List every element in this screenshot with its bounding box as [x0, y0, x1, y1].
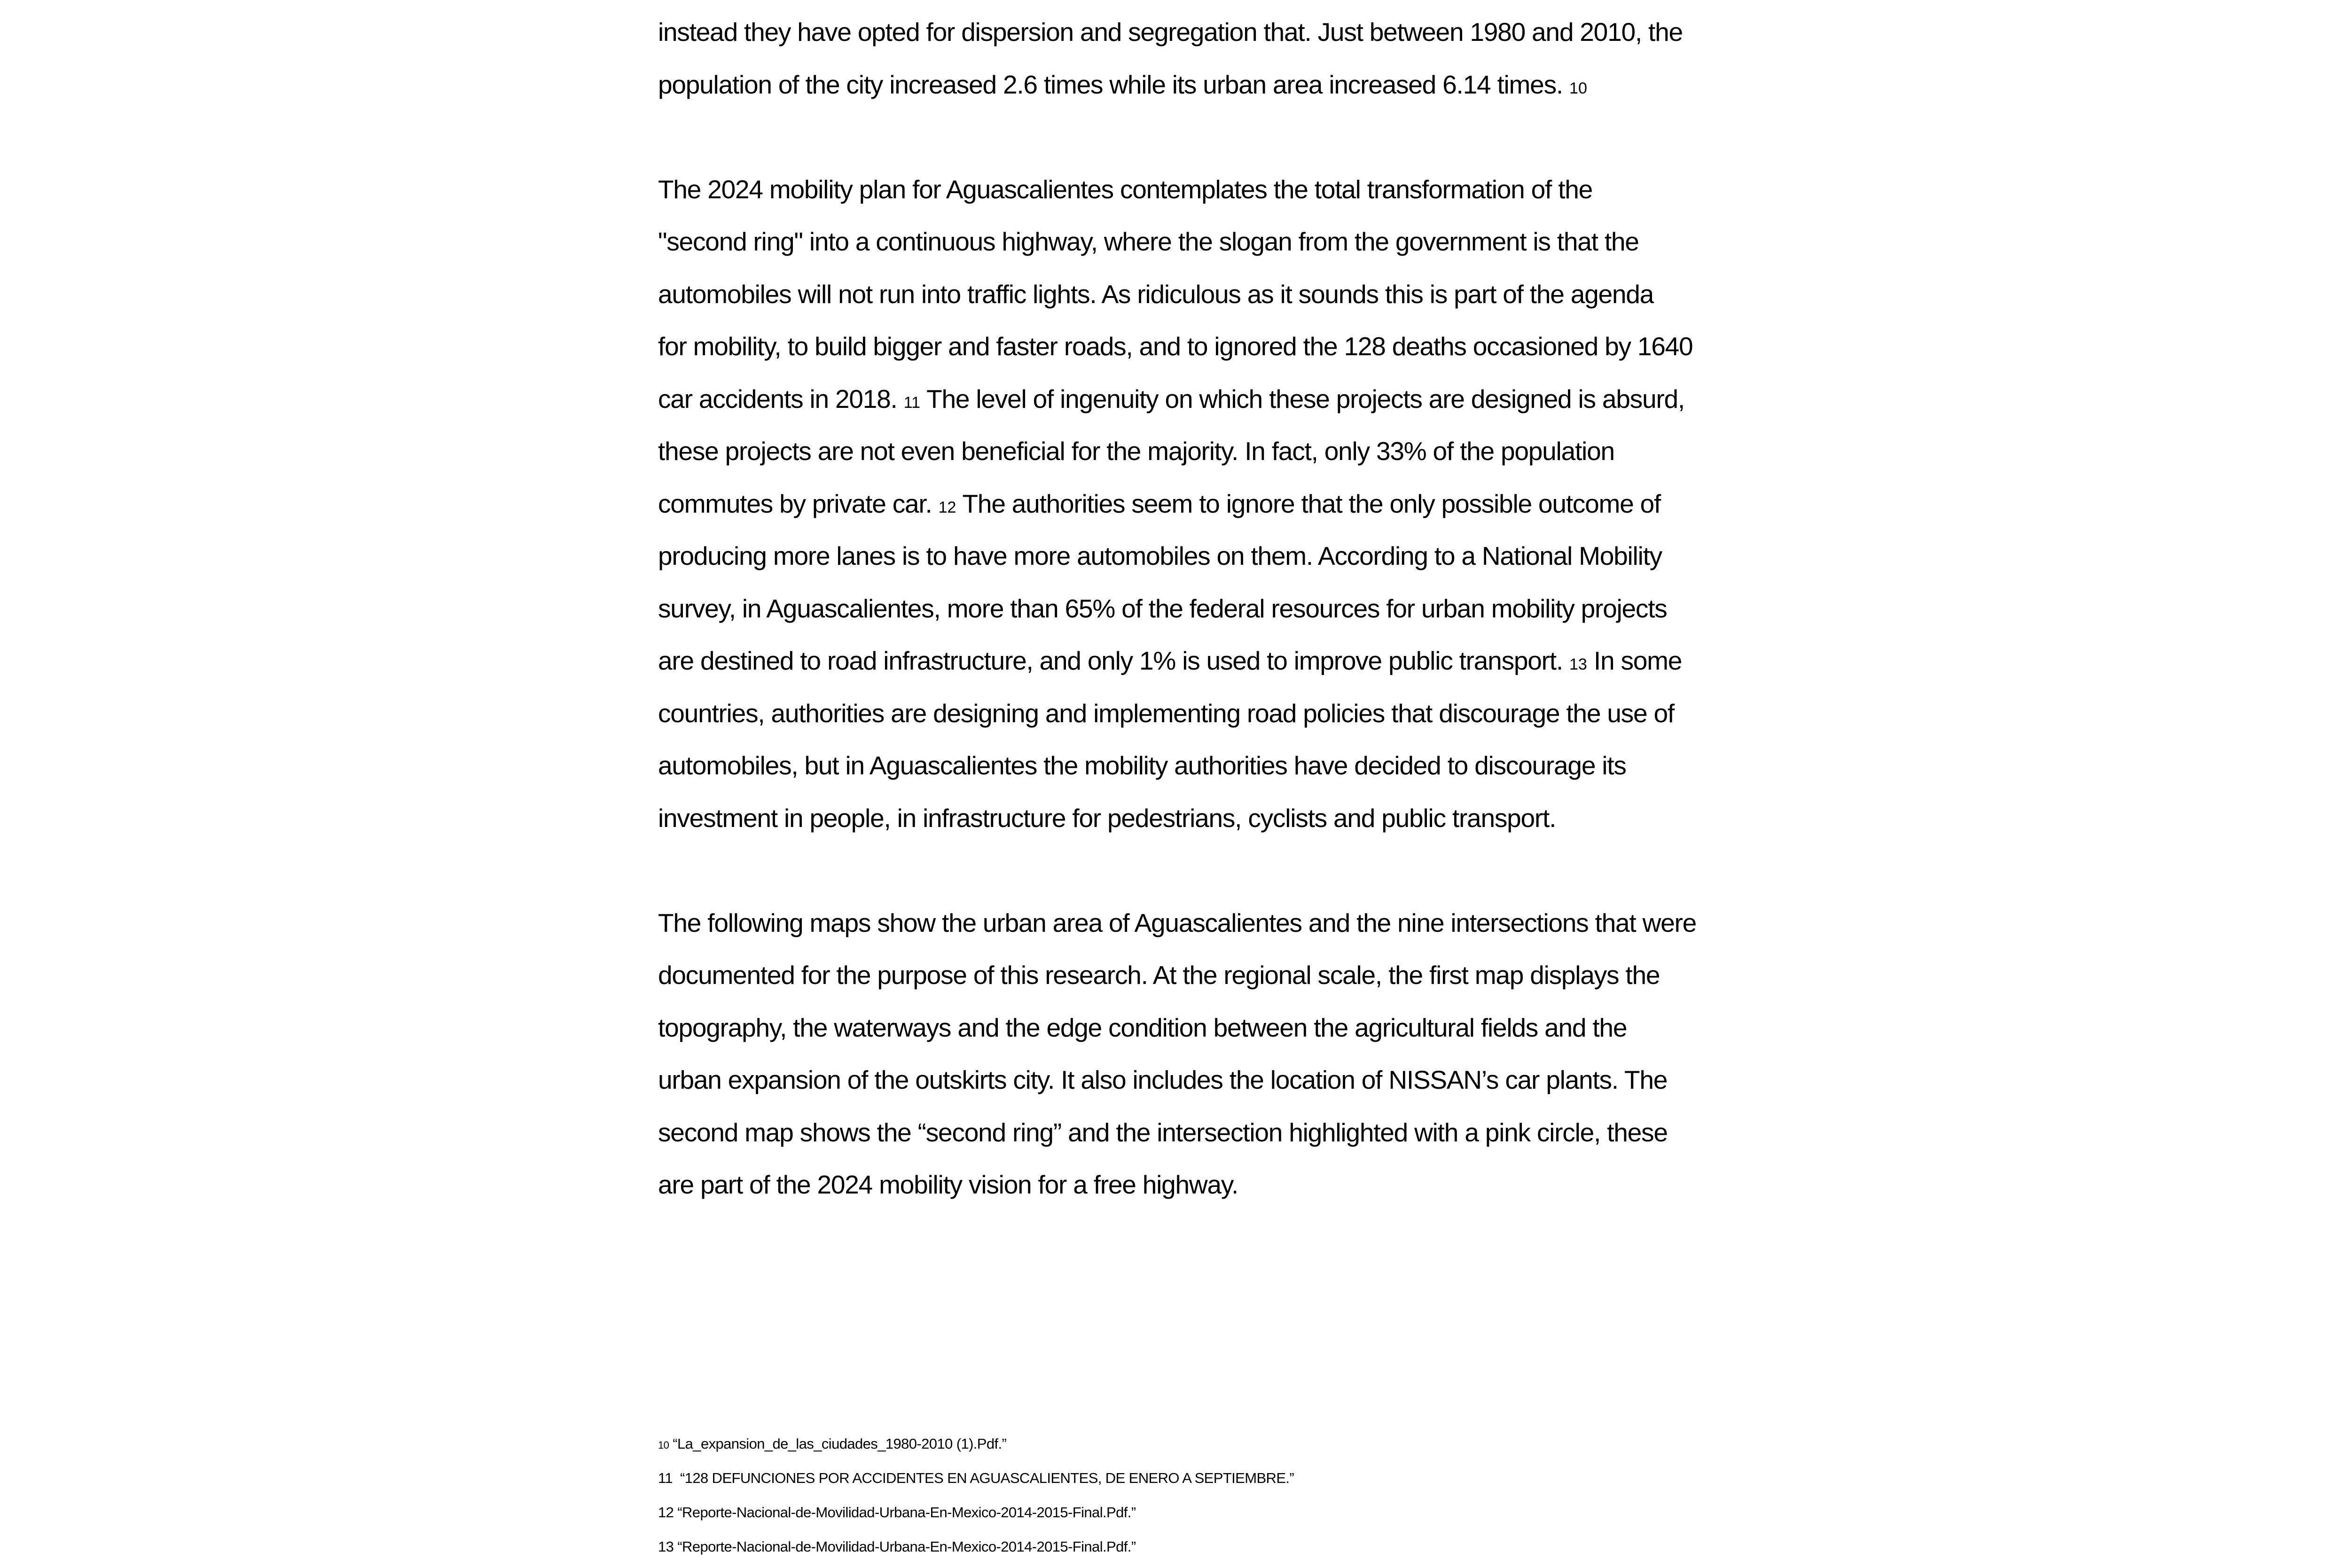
text-segment: survey, in Aguascalientes, more than 65% of the federal resources for urban mobility projects — [658, 593, 1667, 623]
text-segment: The following maps show the urban area of Aguascalientes and the nine intersections that were — [658, 908, 1696, 937]
text-segment: The 2024 mobility plan for Aguascalientes contemplates the total transformation of the — [658, 174, 1593, 204]
body-text — [658, 6, 1810, 1211]
text-segment: automobiles will not run into traffic lights. As ridiculous as it sounds this is part of the agenda — [658, 279, 1654, 309]
text-segment: investment in people, in infrastructure for pedestrians, cyclists and public transport. — [658, 803, 1556, 833]
paragraph-gap — [658, 111, 1810, 164]
text-segment: are part of the 2024 mobility vision for a free highway. — [658, 1170, 1238, 1199]
footnote-text: “128 DEFUNCIONES POR ACCIDENTES EN AGUASCALIENTES, DE ENERO A SEPTIEMBRE.” — [676, 1470, 1294, 1486]
text-line — [658, 792, 1810, 845]
text-segment: documented for the purpose of this research. At the regional scale, the first map displays the — [658, 960, 1660, 990]
text-segment: are destined to road infrastructure, and only 1% is used to improve public transport. — [658, 646, 1569, 675]
footnote — [658, 1499, 1294, 1534]
footnote-number: 11 — [658, 1470, 673, 1486]
footnote — [658, 1534, 1294, 1568]
text-segment: commutes by private car. — [658, 489, 939, 518]
text-segment: The level of ingenuity on which these projects are designed is absurd, — [920, 384, 1684, 413]
footnote-number: 13 — [658, 1538, 674, 1555]
text-line — [658, 530, 1810, 583]
text-segment: urban expansion of the outskirts city. It also includes the location of NISSAN’s car plants. The — [658, 1065, 1668, 1094]
text-line — [658, 1054, 1810, 1107]
paragraph — [658, 897, 1810, 1211]
text-line — [658, 635, 1810, 687]
text-line — [658, 897, 1810, 950]
text-line — [658, 1107, 1810, 1159]
text-segment: "second ring" into a continuous highway, where the slogan from the government is that the — [658, 227, 1639, 256]
footnote-number: 12 — [658, 1504, 674, 1521]
footnote-text: “Reporte-Nacional-de-Movilidad-Urbana-En-Mexico-2014-2015-Final.Pdf.” — [677, 1538, 1136, 1555]
text-segment: countries, authorities are designing and implementing road policies that discourage the use of — [658, 698, 1674, 728]
text-segment: for mobility, to build bigger and faster roads, and to ignored the 128 deaths occasioned by 1640 — [658, 332, 1693, 361]
text-line — [658, 6, 1810, 59]
text-line — [658, 1159, 1810, 1211]
text-line — [658, 478, 1810, 530]
footnotes — [658, 1431, 1294, 1568]
text-segment: these projects are not even beneficial for the majority. In fact, only 33% of the population — [658, 437, 1614, 466]
footnote — [658, 1465, 1294, 1499]
paragraph — [658, 6, 1810, 111]
text-line — [658, 216, 1810, 268]
text-line — [658, 164, 1810, 216]
text-line — [658, 583, 1810, 635]
footnote-reference[interactable]: 11 — [903, 393, 921, 412]
text-segment: car accidents in 2018. — [658, 384, 904, 413]
text-segment: second map shows the “second ring” and the intersection highlighted with a pink circle, these — [658, 1117, 1668, 1147]
text-line — [658, 425, 1810, 478]
footnote-text: “La_expansion_de_las_ciudades_1980-2010 (1).Pdf.” — [673, 1435, 1007, 1452]
text-line — [658, 1002, 1810, 1054]
paragraph-gap — [658, 844, 1810, 897]
text-segment: topography, the waterways and the edge condition between the agricultural fields and the — [658, 1013, 1627, 1042]
footnote-reference[interactable]: 13 — [1569, 655, 1587, 673]
text-segment: In some — [1587, 646, 1682, 675]
text-segment: The authorities seem to ignore that the only possible outcome of — [956, 489, 1661, 518]
text-line — [658, 740, 1810, 792]
footnote — [658, 1431, 1294, 1465]
text-segment: population of the city increased 2.6 times while its urban area increased 6.14 times. — [658, 70, 1570, 99]
footnote-reference[interactable]: 12 — [938, 498, 956, 516]
footnote-text: “Reporte-Nacional-de-Movilidad-Urbana-En-Mexico-2014-2015-Final.Pdf.” — [677, 1504, 1136, 1521]
footnote-reference[interactable]: 10 — [1569, 79, 1587, 97]
footnote-number: 10 — [658, 1439, 669, 1451]
text-line — [658, 373, 1810, 426]
text-segment: producing more lanes is to have more automobiles on them. According to a National Mobility — [658, 541, 1662, 570]
text-line — [658, 949, 1810, 1002]
text-line — [658, 59, 1810, 111]
text-line — [658, 268, 1810, 321]
text-segment: automobiles, but in Aguascalientes the mobility authorities have decided to discourage its — [658, 751, 1626, 780]
text-line — [658, 320, 1810, 373]
paragraph — [658, 164, 1810, 845]
text-line — [658, 687, 1810, 740]
text-segment: instead they have opted for dispersion and segregation that. Just between 1980 and 2010, the — [658, 17, 1683, 47]
